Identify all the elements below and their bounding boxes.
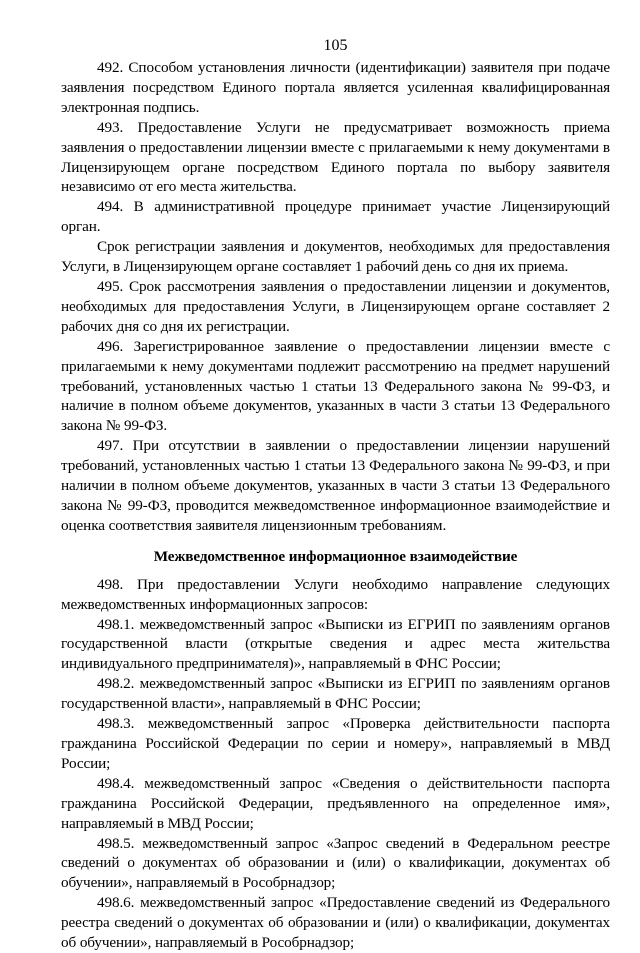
- paragraph-498-6: 498.6. межведомственный запрос «Предоставление сведений из Федерального реестра сведений о документах об образовании и (или) о квалификации, документах об обучении», направляемый в Рособрнадзор;: [61, 894, 610, 952]
- paragraph-498-3: 498.3. межведомственный запрос «Проверка действительности паспорта гражданина Российской Федерации по серии и номеру», направляемый в МВД России;: [61, 715, 610, 772]
- paragraph-498-2: 498.2. межведомственный запрос «Выписки из ЕГРИП по заявлениям органов государственной власти», направляемый в ФНС России;: [61, 675, 610, 713]
- document-page: [61, 36, 610, 953]
- paragraph-494: 494. В административной процедуре принимает участие Лицензирующий орган.: [61, 198, 610, 236]
- paragraph-492: 492. Способом установления личности (идентификации) заявителя при подаче заявления посредством Единого портала является усиленная квалифицированная электронная подпись.: [61, 59, 610, 116]
- paragraph-496: 496. Зарегистрированное заявление о предоставлении лицензии вместе с прилагаемыми к нему документами подлежит рассмотрению на предмет нарушений требований, установленных частью 1 статьи 13 Федерального закона № 99-ФЗ, и наличие в полном объеме документов, указанных в части 3 статьи 13 Федерального закона № 99-ФЗ.: [61, 337, 610, 435]
- paragraph-498-5: 498.5. межведомственный запрос «Запрос сведений в Федеральном реестре сведений о документах об образовании и (или) о квалификации, документах об обучении», направляемый в Рособрнадзор;: [61, 834, 610, 892]
- paragraph-498: 498. При предоставлении Услуги необходимо направление следующих межведомственных информационных запросов:: [61, 575, 610, 613]
- paragraph-498-1: 498.1. межведомственный запрос «Выписки из ЕГРИП по заявлениям органов государственной власти (открытые сведения и адрес места жительства индивидуального предпринимателя)», направляемый в ФНС России;: [61, 615, 610, 673]
- paragraph-498-4: 498.4. межведомственный запрос «Сведения о действительности паспорта гражданина Российской Федерации, предъявленного на определенное имя», направляемый в МВД России;: [61, 774, 610, 832]
- paragraph-registration-term: Срок регистрации заявления и документов, необходимых для предоставления Услуги, в Лицензирующем органе составляет 1 рабочий день со дня их приема.: [61, 238, 610, 276]
- paragraph-493: 493. Предоставление Услуги не предусматривает возможность приема заявления о предоставлении лицензии вместе с прилагаемыми к нему документами в Лицензирующем органе посредством Единого портала по выбору заявителя независимо от его места жительства.: [61, 118, 610, 196]
- section-heading: Межведомственное информационное взаимодействие: [153, 547, 518, 565]
- page-number: 105: [323, 37, 348, 54]
- paragraph-495: 495. Срок рассмотрения заявления о предоставлении лицензии и документов, необходимых для предоставления Услуги, в Лицензирующем органе составляет 2 рабочих дня со дня их регистрации.: [61, 277, 610, 335]
- paragraph-497: 497. При отсутствии в заявлении о предоставлении лицензии нарушений требований, установленных частью 1 статьи 13 Федерального закона № 99-ФЗ, и при наличии в полном объеме документов, указанных в части 3 статьи 13 Федерального закона № 99-ФЗ, проводится межведомственное информационное взаимодействие и оценка соответствия заявителя лицензионным требованиям.: [61, 437, 610, 534]
